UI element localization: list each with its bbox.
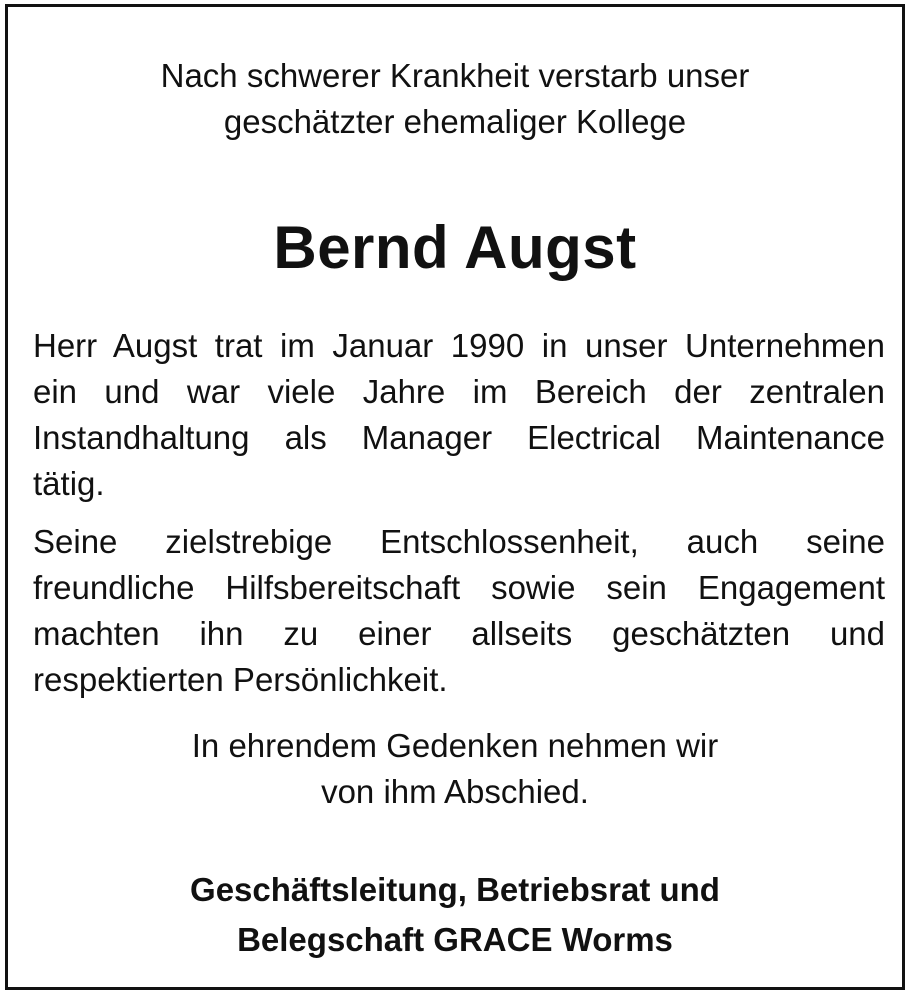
paragraph-line: tätig. bbox=[33, 465, 105, 502]
signature-line: Geschäftsleitung, Betriebsrat und bbox=[190, 871, 720, 908]
paragraph-line: ein und war viele Jahre im Bereich der zentralen bbox=[33, 373, 885, 410]
signature-line: Belegschaft GRACE Worms bbox=[237, 921, 673, 958]
paragraph-line: Herr Augst trat im Januar 1990 in unser Unternehmen bbox=[33, 327, 885, 364]
tribute-paragraph bbox=[33, 519, 885, 703]
biography-paragraph bbox=[33, 323, 885, 507]
closing-line: von ihm Abschied. bbox=[321, 773, 589, 810]
paragraph-line: respektierten Persönlichkeit. bbox=[33, 661, 448, 698]
obituary-notice bbox=[5, 4, 905, 990]
closing-text bbox=[8, 723, 902, 815]
closing-line: In ehrendem Gedenken nehmen wir bbox=[191, 727, 719, 764]
paragraph-line: Instandhaltung als Manager Electrical Maintenance bbox=[33, 419, 885, 456]
paragraph-line: freundliche Hilfsbereitschaft sowie sein Engagement bbox=[33, 569, 885, 606]
signature-block bbox=[8, 865, 902, 965]
paragraph-line: Seine zielstrebige Entschlossenheit, auch seine bbox=[33, 523, 885, 560]
paragraph-line: machten ihn zu einer allseits geschätzten und bbox=[33, 615, 885, 652]
deceased-name: Bernd Augst bbox=[273, 214, 637, 281]
intro-line: geschätzter ehemaliger Kollege bbox=[223, 103, 687, 140]
intro-text bbox=[8, 53, 902, 145]
intro-line: Nach schwerer Krankheit verstarb unser bbox=[160, 57, 750, 94]
